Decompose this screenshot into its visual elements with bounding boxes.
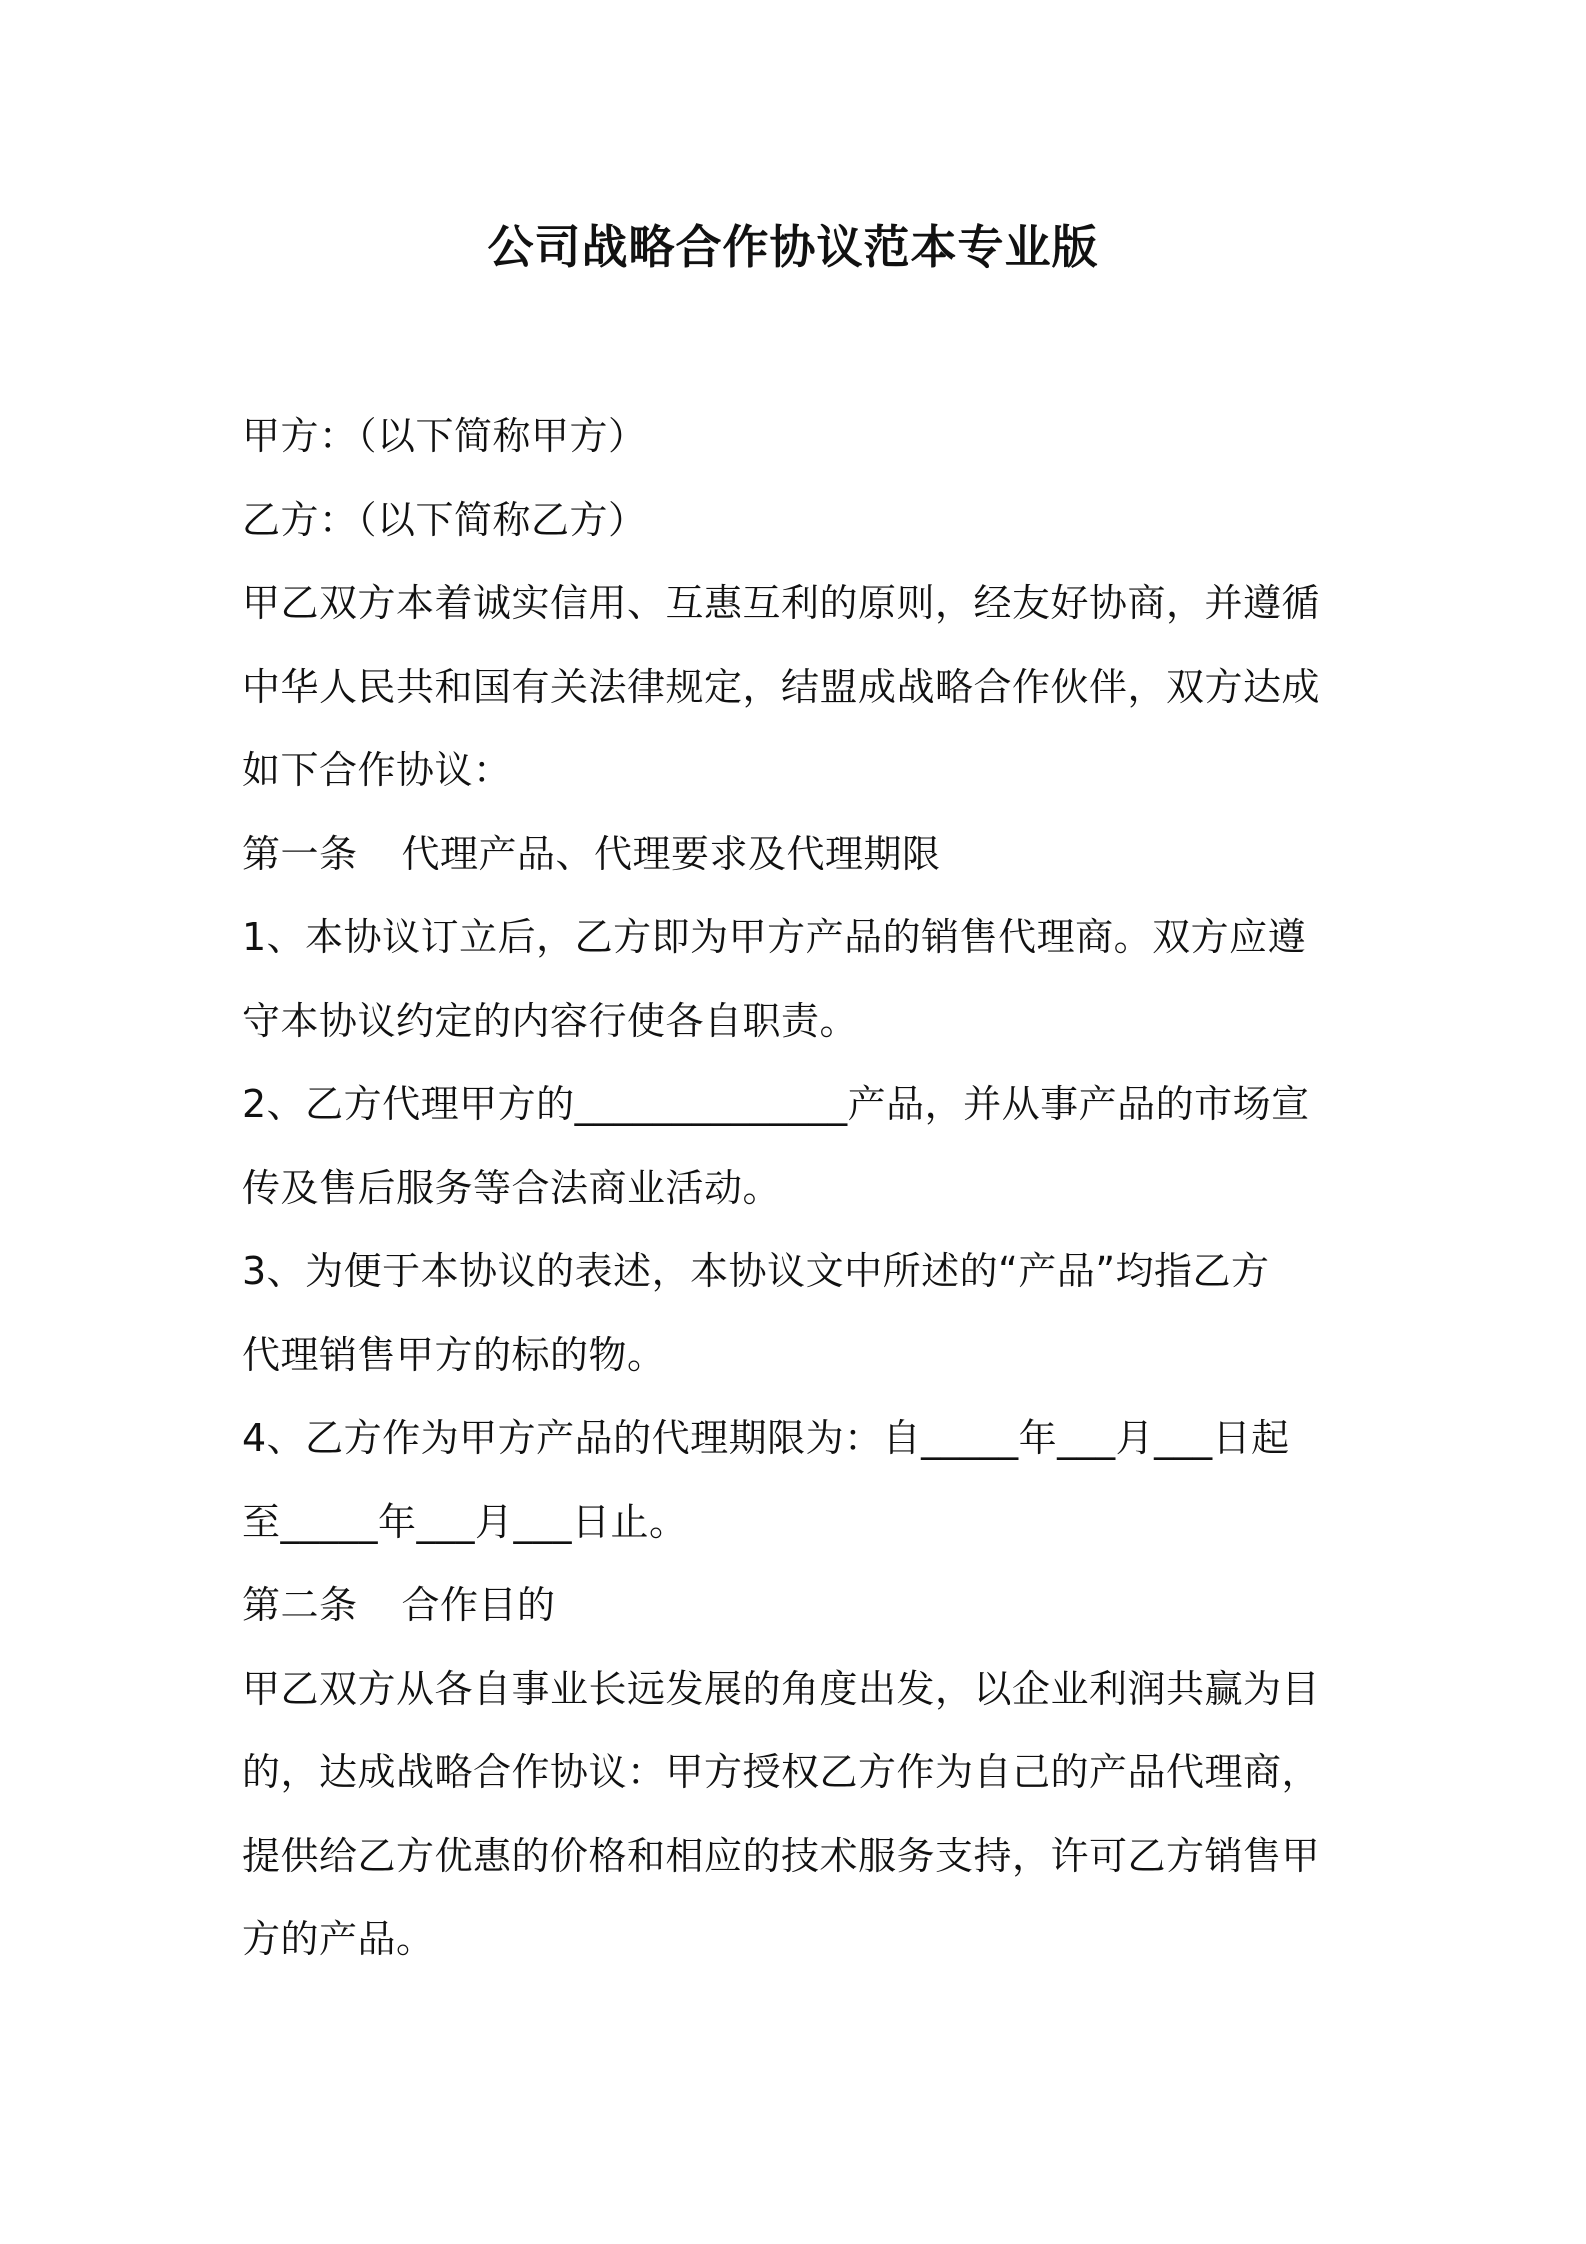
preamble-line-1: 甲乙双方本着诚实信用、互惠互利的原则，经友好协商，并遵循	[242, 581, 1321, 625]
clause-2-line-1: 2、乙方代理甲方的______________产品，并从事产品的市场宣	[242, 1082, 1310, 1126]
clause-4-line-2: 至_____年___月___日止。	[242, 1499, 688, 1544]
clause-1-line-2: 守本协议约定的内容行使各自职责。	[242, 998, 859, 1043]
party-a-line: 甲方：（以下简称甲方）	[242, 414, 647, 458]
purpose-line-2: 的，达成战略合作协议：甲方授权乙方作为自己的产品代理商，	[242, 1750, 1321, 1794]
article-1-heading	[242, 813, 1372, 897]
article-2-number: 第二条	[242, 1583, 358, 1627]
article-1-title: 代理产品、代理要求及代理期限	[401, 831, 941, 876]
purpose-line-1: 甲乙双方从各自事业长远发展的角度出发，以企业利润共赢为目	[242, 1666, 1321, 1711]
purpose-line-3: 提供给乙方优惠的价格和相应的技术服务支持，许可乙方销售甲	[242, 1833, 1321, 1878]
clause-2-line-2: 传及售后服务等合法商业活动。	[242, 1165, 782, 1210]
clause-3-line-2: 代理销售甲方的标的物。	[242, 1332, 666, 1377]
article-1-number: 第一条	[242, 831, 358, 876]
preamble-line-3: 如下合作协议：	[242, 748, 512, 792]
article-2-title: 合作目的	[401, 1583, 556, 1627]
document-title: 公司战略合作协议范本专业版	[487, 220, 1099, 274]
article-2-heading	[242, 1564, 1372, 1648]
clause-1-line-1: 1、本协议订立后，乙方即为甲方产品的销售代理商。双方应遵	[242, 915, 1307, 959]
party-b-line: 乙方：（以下简称乙方）	[242, 497, 647, 542]
purpose-line-4: 方的产品。	[242, 1917, 435, 1961]
clause-4-line-1: 4、乙方作为甲方产品的代理期限为：自_____年___月___日起	[242, 1416, 1290, 1460]
clause-3-line-1: 3、为便于本协议的表述，本协议文中所述的“产品”均指乙方	[242, 1249, 1270, 1293]
preamble-line-2: 中华人民共和国有关法律规定，结盟成战略合作伙伴，双方达成	[242, 664, 1321, 709]
document-body	[242, 395, 1372, 1982]
